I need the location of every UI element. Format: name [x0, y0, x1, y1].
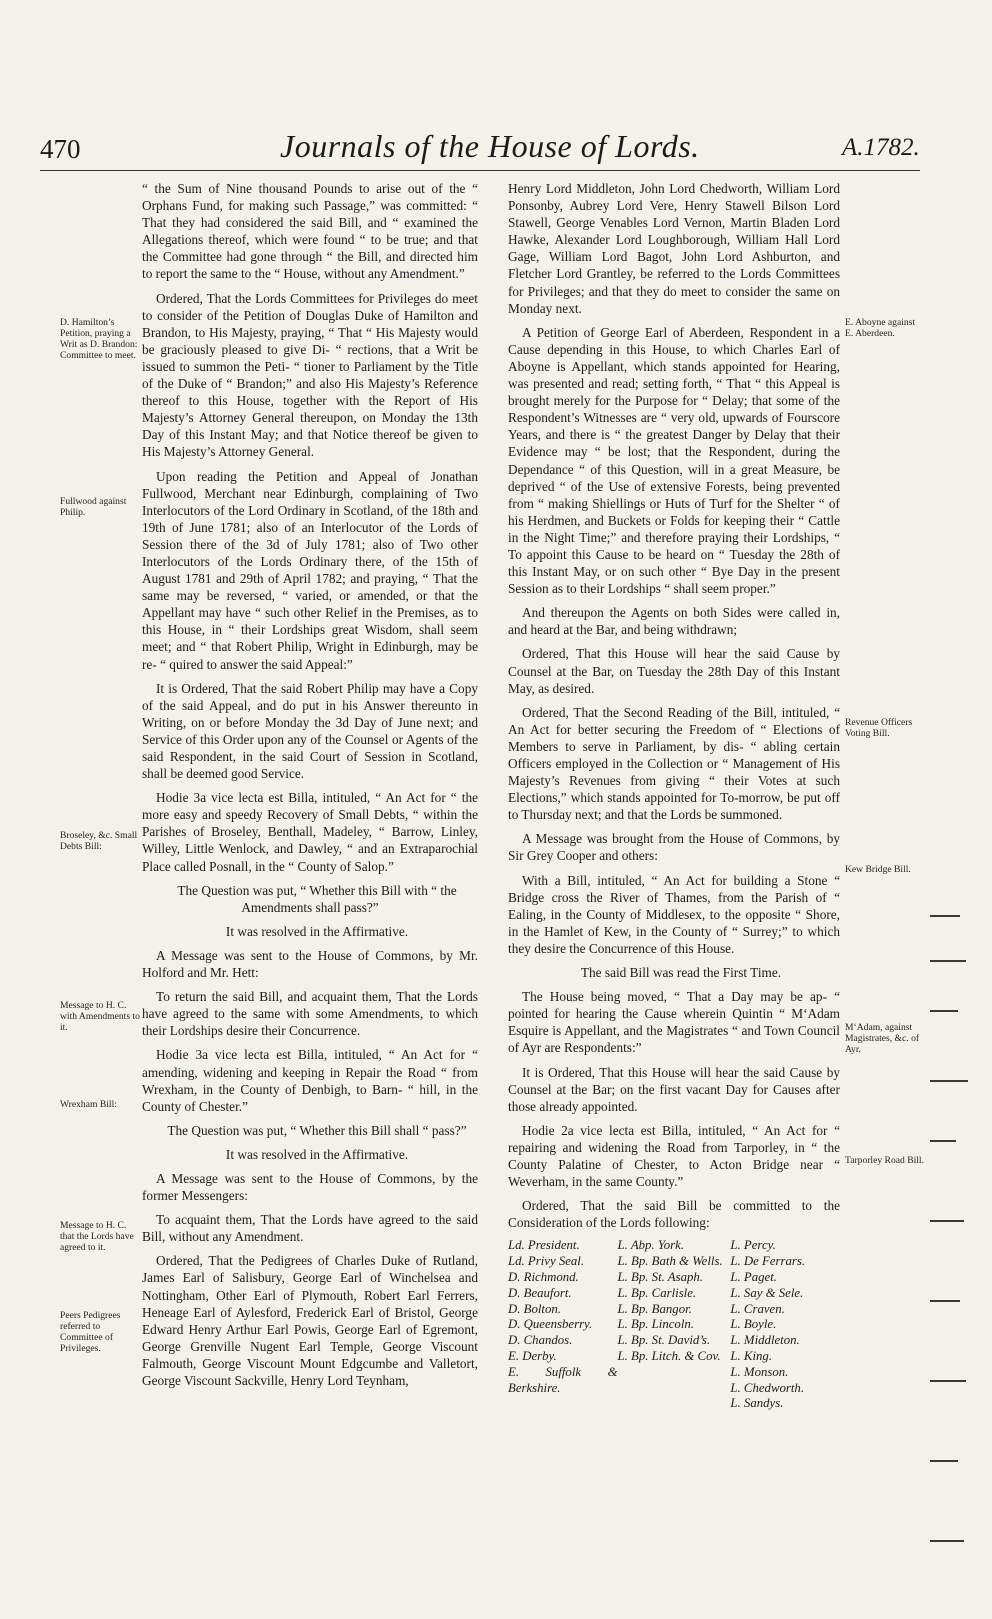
- committee-member: L. Abp. York.: [617, 1238, 685, 1253]
- margin-note: Kew Bridge Bill.: [845, 864, 911, 875]
- paragraph: Ordered, That the Second Reading of the Bill, intituled, “ An Act for better securing the Freedom of “ Elections of Members to serve in Parliament, by dis- “ abling certain Officers employed in the Collection or “ Management of His Majesty’s Revenues from giving “ their Votes at such Elections,” which stands appointed for To-morrow, be put off to Thursday next; and that the Lords be summoned.: [508, 704, 840, 823]
- committee-member: D. Bolton.: [508, 1301, 561, 1316]
- question-text: The Question was put, “ Whether this Bill shall “ pass?”: [167, 1122, 467, 1138]
- committee-member: L. Say & Sele.: [730, 1285, 804, 1300]
- committee-list: [508, 1238, 840, 1412]
- paragraph: Ordered, That the said Bill be committed to the Consideration of the Lords following:: [508, 1198, 840, 1231]
- margin-note: Peers Pedigrees referred to Committee of Privileges.: [60, 1310, 121, 1354]
- committee-member: L. Bp. Bangor.: [617, 1301, 692, 1316]
- committee-member: L. Bp. St. Asaph.: [617, 1269, 703, 1284]
- committee-member: L. King.: [730, 1348, 773, 1363]
- paragraph: Hodie 3a vice lecta est Billa, intituled, “ An Act for “ amending, widening and keeping in Repair the Road “ from Wrexham, in the County of Denbigh, to Barn- “ hill, in the County of Chester.”: [142, 1047, 478, 1114]
- committee-member: L. Paget.: [730, 1269, 777, 1284]
- left-column: [142, 180, 478, 1396]
- paragraph: Hodie 2a vice lecta est Billa, intituled, “ An Act for “ repairing and widening the Road from Tarporley, in “ the County Palatine of Chester, to Acton Bridge near “ Weverham, in the same County.”: [508, 1122, 840, 1190]
- header-rule: [40, 170, 920, 171]
- margin-note: Message to H. C. with Amendments to it.: [60, 1000, 140, 1033]
- committee-member: L. Bp. St. David’s.: [617, 1333, 711, 1348]
- margin-note: Wrexham Bill:: [60, 1099, 117, 1110]
- paragraph: It is Ordered, That the said Robert Philip may have a Copy of the said Appeal, and do put in his Answer thereunto in Writing, on or before Monday the 3d Day of June next; and Service of this Order upon any of the Counsel or Agents of the said Respondent, in the said Court of Session in Scotland, shall be deemed good Service.: [142, 680, 478, 782]
- committee-member: L. Middleton.: [730, 1333, 800, 1348]
- resolution-text: It was resolved in the Affirmative.: [225, 923, 409, 939]
- paragraph: Ordered, That this House will hear the said Cause by Counsel at the Bar, on Tuesday the 28th Day of this Instant May, as desired.: [508, 646, 840, 696]
- committee-member: D. Richmond.: [508, 1269, 579, 1284]
- paragraph: “ the Sum of Nine thousand Pounds to arise out of the “ Orphans Fund, for making such Passage,” was committed: “ That they had considered the said Bill, and “ examined the Allegations thereof, which were found “ to be true; and that the Committee had gone through “ the Bill, and directed him to report the same to the “ House, without any Amendment.”: [142, 181, 478, 282]
- committee-member: L. Percy.: [730, 1238, 776, 1253]
- committee-member: L. Bp. Bath & Wells.: [617, 1254, 723, 1269]
- paragraph: It is Ordered, That this House will hear the said Cause by Counsel at the Bar; on the first vacant Day for Causes after those already appointed.: [508, 1064, 840, 1114]
- paragraph: Henry Lord Middleton, John Lord Chedworth, William Lord Ponsonby, Aubrey Lord Vere, Henry Stawell Bilson Lord Stawell, George Venables Lord Vernon, Martin Bladen Lord Hawke, Alexander Lord Loughborough, William Hall Lord Gage, William Lord Bagot, John Lord Ashburton, and Fletcher Lord Grantley, be referred to the Lords Committees for Privileges; and that they do meet to consider the same on Monday next.: [508, 181, 840, 316]
- paragraph: To acquaint them, That the Lords have agreed to the said Bill, without any Amendment.: [142, 1212, 478, 1245]
- paragraph: The said Bill was read the First Time.: [580, 965, 782, 981]
- margin-note: Broseley, &c. Small Debts Bill:: [60, 830, 138, 852]
- margin-note: Fullwood against Philip.: [60, 496, 127, 518]
- committee-member: L. Chedworth.: [730, 1380, 805, 1395]
- committee-member: L. Bp. Litch. & Cov.: [617, 1348, 721, 1363]
- margin-note: D. Hamilton’s Petition, praying a Writ as D. Brandon: Committee to meet.: [60, 317, 138, 361]
- committee-member: D. Beaufort.: [508, 1285, 572, 1300]
- margin-note: Message to H. C. that the Lords have agreed to it.: [60, 1220, 134, 1253]
- committee-member: L. Bp. Carlisle.: [617, 1285, 697, 1300]
- right-column: [508, 180, 840, 1412]
- margin-note: Revenue Officers Voting Bill.: [845, 717, 913, 739]
- committee-member: L. De Ferrars.: [730, 1254, 806, 1269]
- paragraph: A Message was sent to the House of Commons, by the former Messengers:: [142, 1170, 478, 1204]
- paragraph: A Message was sent to the House of Commons, by Mr. Holford and Mr. Hett:: [142, 947, 478, 981]
- committee-member: L. Boyle.: [730, 1317, 777, 1332]
- paragraph: Hodie 3a vice lecta est Billa, intituled, “ An Act for “ the more easy and speedy Recovery of Small Debts, “ within the Parishes of Broseley, Benthall, Madeley, “ Barrow, Linley, Willey, Little Wenlock, and Dawley, “ and an Extraparochial Place called Posnall, in the “ County of Salop.”: [142, 790, 478, 874]
- committee-member: Ld. Privy Seal.: [508, 1254, 585, 1269]
- committee-member: Ld. President.: [508, 1238, 580, 1253]
- paragraph: Ordered, That the Pedigrees of Charles Duke of Rutland, James Earl of Salisbury, George Earl of Winchelsea and Nottingham, Other Earl of Plymouth, Robert Earl Ferrers, Heneage Earl of Aylesford, Frederick Earl of Bristol, George Edward Henry Arthur Earl Powis, George Earl of Egremont, George Grenville Nugent Earl Temple, George Viscount Falmouth, George Viscount Mount Edgcumbe and Valletort, George Viscount Sackville, Henry Lord Teynham,: [142, 1253, 478, 1388]
- committee-member: L. Monson.: [730, 1364, 789, 1379]
- paragraph: And thereupon the Agents on both Sides were called in, and heard at the Bar, and being withdrawn;: [508, 605, 840, 638]
- resolution-text: It was resolved in the Affirmative.: [225, 1146, 409, 1162]
- paragraph: Upon reading the Petition and Appeal of Jonathan Fullwood, Merchant near Edinburgh, complaining of Two Interlocutors of the Lord Ordinary in Scotland, of the 18th and 19th of June 1781; also of an Interlocutor of the Lords of Session there of the 3d of July 1781; also of Two other Interlocutors of the Lords Ordinary there, of the 15th of August 1781 and 29th of April 1782; and praying, “ That the same may be reversed, “ varied, or amended, or that the Appellant may have “ such other Relief in the Premises, as to this House, in “ their Lordships great Wisdom, shall seem meet; and “ that Robert Philip, Wright in Edinburgh, may be re- “ quired to answer the said Appeal:”: [142, 468, 478, 672]
- committee-member: L. Craven.: [730, 1301, 785, 1316]
- paragraph: A Petition of George Earl of Aberdeen, Respondent in a Cause depending in this House, to which Charles Earl of Aboyne is Appellant, which stands appointed for Hearing, was presented and read; setting forth, “ That “ this Appeal is brought merely for the Purpose for “ Delay; that some of the Respondent’s Witnesses are “ very old, upwards of Fourscore Years, and there is “ the greatest Danger by Delay that their Evidence may “ be lost; that the Respondent, during the Dependance “ of this Question, will in a great Measure, be deprived “ of the Use of extensive Forests, being prevented from “ making Shiellings or Huts of Turf for the Shelter “ of his Herdmen, and Buckets or Folds for keeping their “ Cattle in the Night Time;” and therefore praying their Lordships, “ To appoint this Cause to be heard on “ Tuesday the 28th of this Instant May, or on such other “ Bye Day in the present Session as to their Lordships “ shall seem proper.”: [508, 324, 840, 597]
- paragraph: A Message was brought from the House of Commons, by Sir Grey Cooper and others:: [508, 831, 840, 864]
- paragraph: To return the said Bill, and acquaint them, That the Lords have agreed to the same with some Amendments, to which their Lordships desire their Concurrence.: [142, 989, 478, 1039]
- paragraph: Ordered, That the Lords Committees for Privileges do meet to consider of the Petition of Douglas Duke of Hamilton and Brandon, to His Majesty, praying, “ That “ His Majesty would be graciously pleased to give Di- “ rections, that a Writ be issued to summon the Peti- “ tioner to Parliament by the Title of the Duke of “ Brandon;” and also His Majesty’s Reference thereof to this House, together with the Report of His Majesty’s Attorney General thereupon, on Monday the 13th Day of this Instant May; and that Notice thereof be given to His Majesty’s Attorney General.: [142, 290, 478, 460]
- committee-member: E. Suffolk & Berkshire.: [508, 1364, 618, 1395]
- committee-member: D. Queensberry.: [508, 1317, 593, 1332]
- margin-note: Tarporley Road Bill.: [845, 1155, 924, 1166]
- committee-member: E. Derby.: [508, 1348, 557, 1363]
- running-head: Journals of the House of Lords.: [280, 128, 700, 164]
- committee-member: L. Sandys.: [730, 1396, 784, 1411]
- paragraph: With a Bill, intituled, “ An Act for building a Stone “ Bridge cross the River of Thames, from the Parish of “ Ealing, in the County of Middlesex, to the opposite “ Shore, in the Hamlet of Kew, in the County of “ Surrey;” to which they desire the Concurrence of this House.: [508, 872, 840, 956]
- paragraph: The House being moved, “ That a Day may be ap- “ pointed for hearing the Cause wherein Quintin “ M‘Adam Esquire is Appellant, and the Magistrates “ and Town Council of Ayr are Respondents:”: [508, 989, 840, 1056]
- margin-note: M‘Adam, against Magistrates, &c. of Ayr.: [845, 1022, 920, 1055]
- margin-note: E. Aboyne against E. Aberdeen.: [845, 317, 916, 339]
- page-number: 470: [40, 134, 81, 164]
- committee-member: D. Chandos.: [508, 1333, 573, 1348]
- committee-member: L. Bp. Lincoln.: [617, 1317, 694, 1332]
- page-year: A.1782.: [842, 134, 920, 161]
- question-text: The Question was put, “ Whether this Bill with “ the Amendments shall pass?”: [177, 882, 457, 915]
